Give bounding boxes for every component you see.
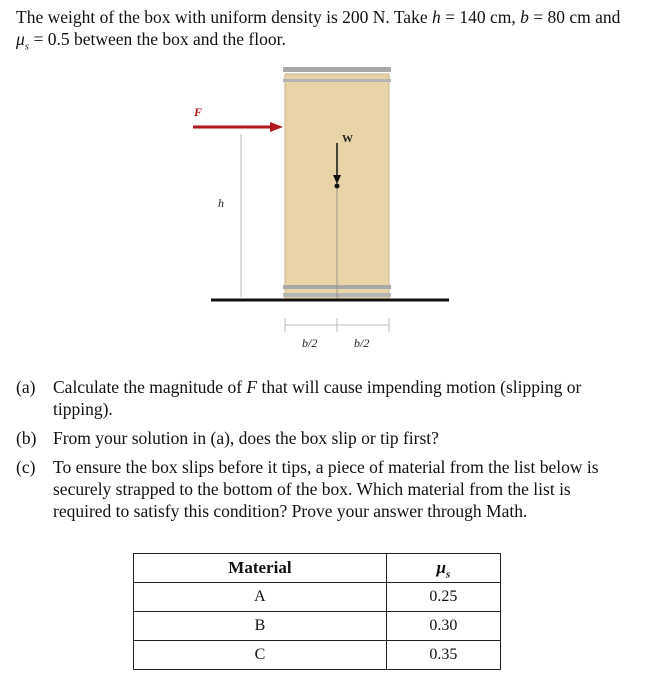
question-text: To ensure the box slips before it tips, a piece of material from the list below is securely strapped to the bottom of the box. Which material from the list is required to satisfy this condition? Prove your answer through Math. bbox=[53, 457, 599, 521]
weight-label: W bbox=[342, 133, 353, 145]
mu-cell: 0.30 bbox=[386, 612, 500, 641]
table-row bbox=[134, 641, 501, 670]
question-tag: (a) bbox=[16, 377, 36, 397]
problem-text-1: The weight of the box with uniform density is 200 N. Take bbox=[16, 7, 432, 27]
question-text: From your solution in (a), does the box slip or tip first? bbox=[53, 428, 439, 448]
force-label: F bbox=[194, 105, 203, 119]
mu-subscript: s bbox=[24, 40, 30, 53]
mu-header: $\mu_s$ bbox=[386, 554, 500, 583]
question-tag: (b) bbox=[16, 428, 37, 448]
center-of-mass-dot bbox=[335, 184, 340, 189]
mu-cell: 0.25 bbox=[386, 583, 500, 612]
half-width-label-left: b/2 bbox=[302, 336, 318, 350]
box-top-band bbox=[283, 67, 391, 72]
material-cell: B bbox=[134, 612, 387, 641]
questions-list bbox=[16, 376, 628, 529]
question-c bbox=[16, 456, 628, 522]
table-row bbox=[134, 612, 501, 641]
force-variable: F bbox=[246, 377, 258, 397]
box-top-band-2 bbox=[283, 79, 391, 82]
question-b bbox=[16, 427, 628, 449]
problem-text-4: = 0.5 between the box and the floor. bbox=[29, 29, 286, 49]
question-tag: (c) bbox=[16, 457, 36, 477]
mu-symbol: μ bbox=[16, 29, 25, 49]
material-cell: A bbox=[134, 583, 387, 612]
force-arrowhead bbox=[270, 122, 283, 132]
table-row bbox=[134, 583, 501, 612]
material-cell: C bbox=[134, 641, 387, 670]
height-label: h bbox=[218, 196, 224, 210]
problem-text-2: = 140 cm, bbox=[440, 7, 521, 27]
table-header-row bbox=[134, 554, 501, 583]
question-text: that will cause impending motion (slipping or tipping). bbox=[53, 377, 582, 419]
materials-table bbox=[133, 553, 501, 670]
material-header: Material bbox=[134, 554, 387, 583]
half-width-label-right: b/2 bbox=[354, 336, 370, 350]
mu-cell: 0.35 bbox=[386, 641, 500, 670]
h-variable: h bbox=[431, 7, 441, 27]
question-text: Calculate the magnitude of bbox=[53, 377, 247, 397]
problem-text-3: = 80 cm and bbox=[528, 7, 621, 27]
question-a bbox=[16, 376, 628, 420]
b-variable: b bbox=[520, 7, 529, 27]
